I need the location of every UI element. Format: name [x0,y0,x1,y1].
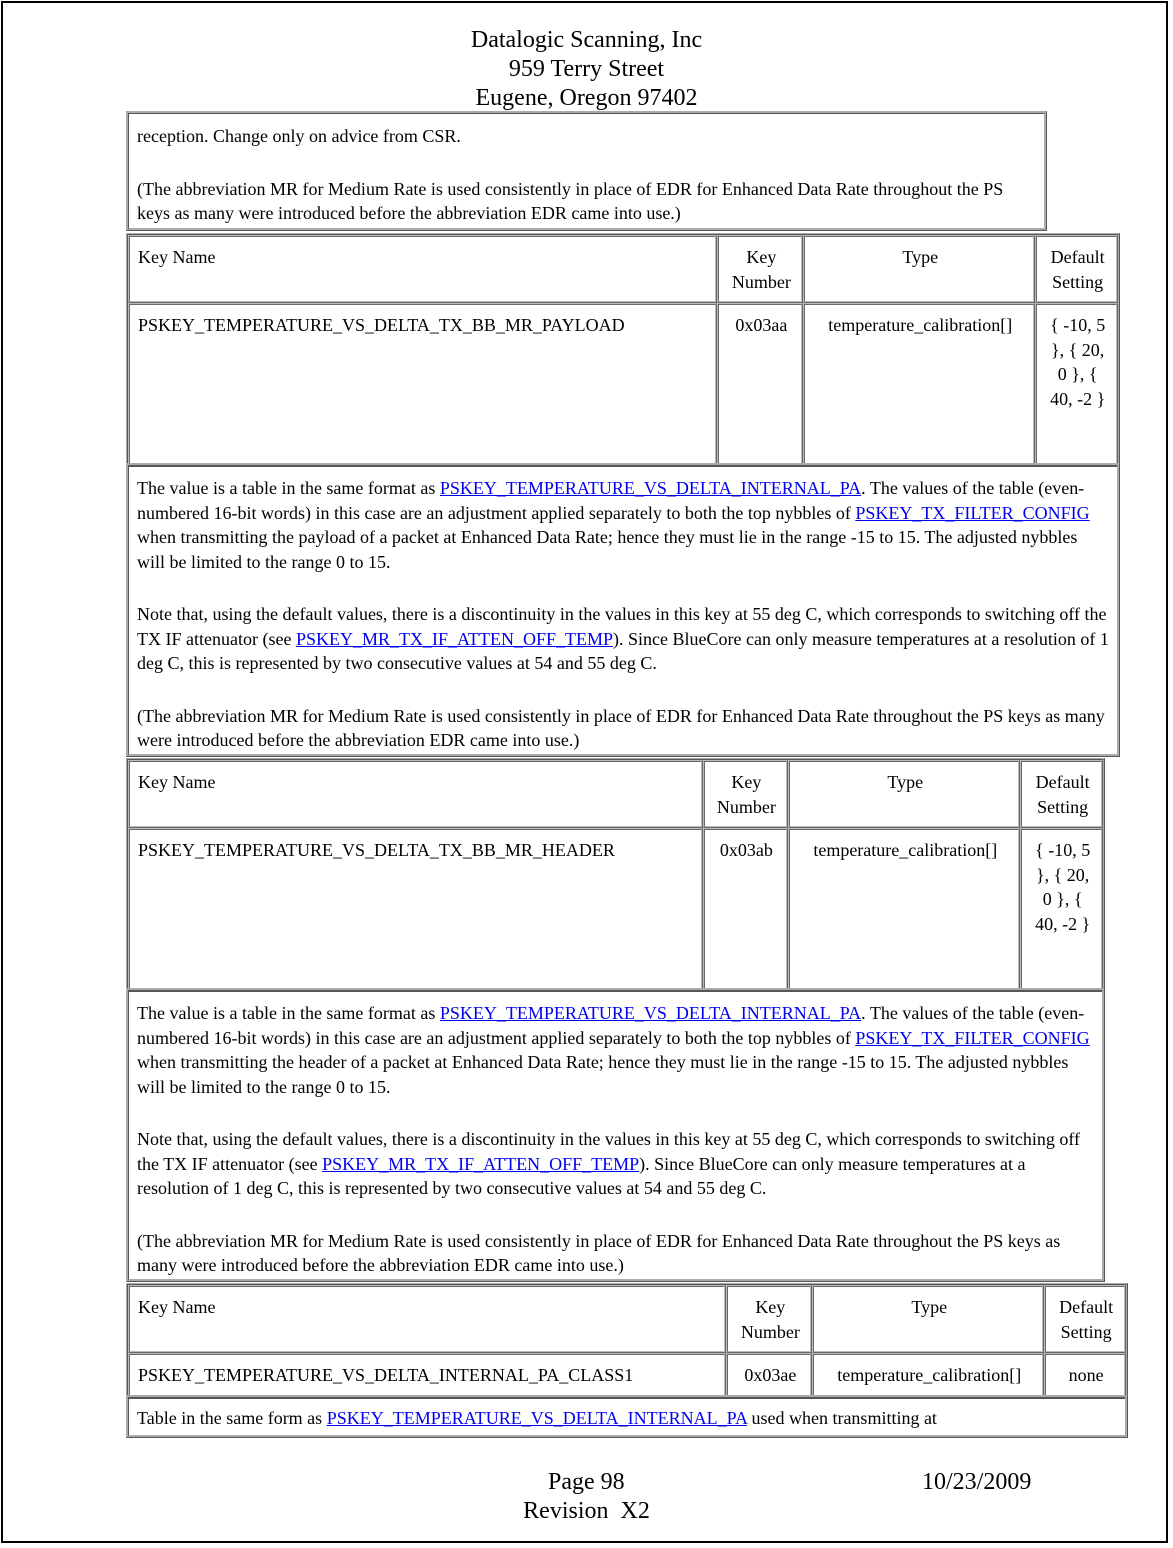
intro-description [126,111,1047,231]
desc-paragraph [137,1127,1094,1201]
desc-text: Note that, using the default values, there is a discontinuity in the values in this key at 55 deg C, which corresponds to switching off the TX IF attenuator (see [137,1129,1080,1174]
col-key-number: Key Number [726,1285,812,1353]
desc-paragraph [137,1001,1094,1099]
desc-text: ). Since BlueCore can only measure temperatures at a resolution of 1 deg C, this is represented by two consecutive values at 54 and 55 deg C. [137,628,1109,673]
desc-text: . The values of the table (even-numbered 16-bit words) in this case are an adjustment applied separately to both the top nybbles of [137,1003,1085,1048]
table-row [128,1353,1126,1397]
key-table-2 [126,758,1105,992]
desc-paragraph [137,1406,1117,1431]
page-header [0,26,1173,113]
table-row [128,828,1103,990]
col-type: Type [812,1285,1044,1353]
key-number: 0x03aa [717,303,803,465]
link-atten-off-temp[interactable]: PSKEY_MR_TX_IF_ATTEN_OFF_TEMP [295,628,613,649]
desc-text: Table in the same form as [137,1408,327,1428]
desc-text: when transmitting the header of a packet at Enhanced Data Rate; hence they must lie in the range -15 to 15. The adjusted nybbles will be limited to the range 0 to 15. [137,1052,1069,1097]
col-default: Default Setting [1020,760,1103,828]
link-internal-pa[interactable]: PSKEY_TEMPERATURE_VS_DELTA_INTERNAL_PA [326,1408,747,1428]
col-key-number: Key Number [703,760,789,828]
link-internal-pa[interactable]: PSKEY_TEMPERATURE_VS_DELTA_INTERNAL_PA [439,478,862,498]
col-default: Default Setting [1035,235,1118,303]
intro-paragraph-1: reception. Change only on advice from CSR. [137,126,461,146]
key-name: PSKEY_TEMPERATURE_VS_DELTA_TX_BB_MR_HEADER [128,828,703,990]
key-number: 0x03ae [726,1353,812,1397]
desc-text: Note that, using the default values, there is a discontinuity in the values in this key at 55 deg C, which corresponds to switching off the TX IF attenuator (see [137,604,1107,649]
desc-text: The value is a table in the same format as [137,1003,440,1023]
company-name: Datalogic Scanning, Inc [470,27,703,53]
key-default: { -10, 5 }, { 20, 0 }, { 40, -2 } [1035,303,1118,465]
desc-text: used when transmitting at [746,1408,937,1428]
desc-text: ). Since BlueCore can only measure temperatures at a resolution of 1 deg C, this is represented by two consecutive values at 54 and 55 deg C. [137,1153,1026,1198]
key-table-1 [126,233,1120,467]
col-default: Default Setting [1044,1285,1126,1353]
desc-paragraph [137,476,1109,574]
col-key-number: Key Number [717,235,803,303]
key-name: PSKEY_TEMPERATURE_VS_DELTA_INTERNAL_PA_CLASS1 [128,1353,726,1397]
col-type: Type [788,760,1020,828]
key-default: { -10, 5 }, { 20, 0 }, { 40, -2 } [1020,828,1103,990]
desc-text: The value is a table in the same format as [137,478,440,498]
key-table-3 [126,1283,1128,1399]
intro-paragraph-2: (The abbreviation MR for Medium Rate is used consistently in place of EDR for Enhanced Data Rate throughout the PS keys as many were introduced before the abbreviation EDR came into use.) [137,178,1004,223]
header-row [128,235,1118,303]
desc-text: . The values of the table (even-numbered 16-bit words) in this case are an adjustment applied separately to both the top nybbles of [137,478,1085,523]
header-row [128,760,1103,828]
key-number: 0x03ab [703,828,789,990]
link-tx-filter-config[interactable]: PSKEY_TX_FILTER_CONFIG [855,1027,1090,1048]
header-row [128,1285,1126,1353]
revision: Revision X2 [523,1498,650,1524]
col-key-name: Key Name [128,235,717,303]
link-atten-off-temp[interactable]: PSKEY_MR_TX_IF_ATTEN_OFF_TEMP [322,1153,640,1174]
col-key-name: Key Name [128,1285,726,1353]
key-name: PSKEY_TEMPERATURE_VS_DELTA_TX_BB_MR_PAYLOAD [128,303,717,465]
key-description-2 [126,988,1105,1282]
footer-date: 10/23/2009 [922,1469,1032,1495]
link-internal-pa[interactable]: PSKEY_TEMPERATURE_VS_DELTA_INTERNAL_PA [439,1003,862,1023]
col-key-name: Key Name [128,760,703,828]
key-type: temperature_calibration[] [788,828,1020,990]
col-type: Type [803,235,1035,303]
key-description-3 [126,1395,1128,1438]
street-address: 959 Terry Street [508,56,665,82]
desc-paragraph [137,602,1109,676]
key-type: temperature_calibration[] [812,1353,1044,1397]
desc-paragraph: (The abbreviation MR for Medium Rate is used consistently in place of EDR for Enhanced Data Rate throughout the PS keys as many were introduced before the abbreviation EDR came into use.) [137,1230,1061,1275]
key-description-1 [126,463,1120,757]
desc-text: when transmitting the payload of a packet at Enhanced Data Rate; hence they must lie in the range -15 to 15. The adjusted nybbles will be limited to the range 0 to 15. [137,527,1078,572]
link-tx-filter-config[interactable]: PSKEY_TX_FILTER_CONFIG [855,502,1090,523]
city-address: Eugene, Oregon 97402 [475,85,698,111]
desc-paragraph: (The abbreviation MR for Medium Rate is used consistently in place of EDR for Enhanced Data Rate throughout the PS keys as many were introduced before the abbreviation EDR came into use.) [137,705,1105,750]
key-type: temperature_calibration[] [803,303,1035,465]
page-number: Page 98 [548,1469,625,1495]
key-default: none [1044,1353,1126,1397]
table-row [128,303,1118,465]
